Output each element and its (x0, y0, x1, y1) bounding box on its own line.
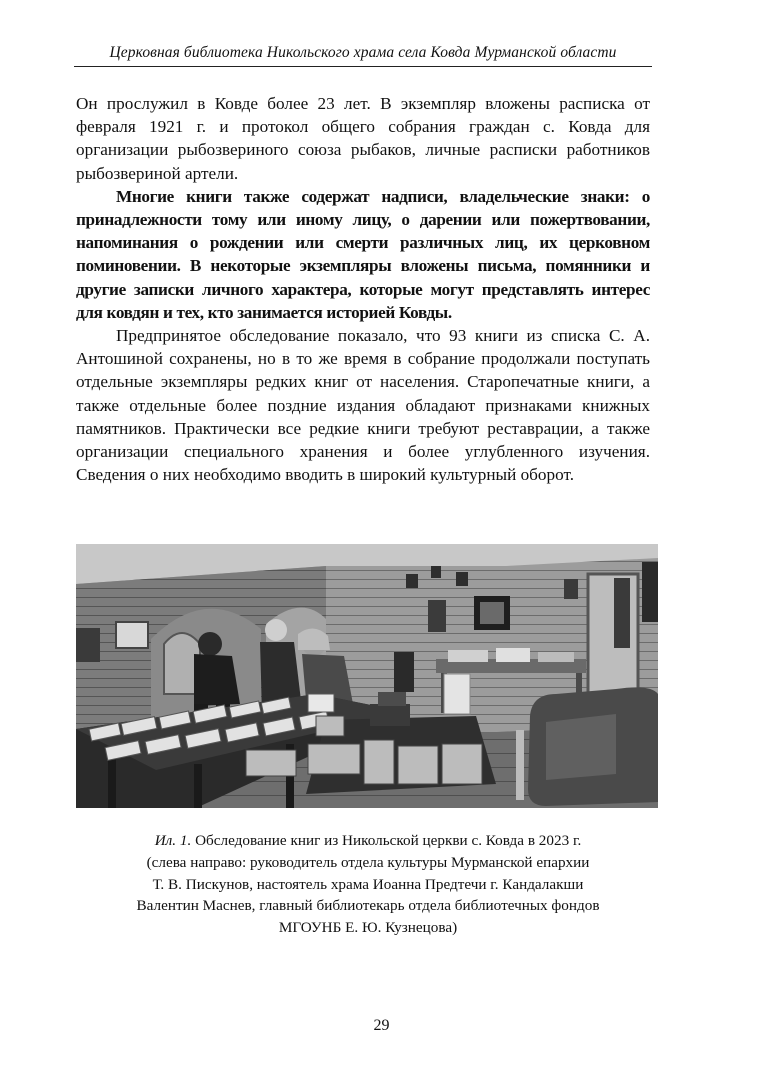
header-rule (74, 66, 652, 67)
paragraph-1: Он прослужил в Ковде более 23 лет. В экземпляр вложены расписка от февраля 1921 г. и протокол общего собрания граждан с. Ковда для организации рыбозвериного союза рыбаков, личные расписки работников рыбозвериной артели. (76, 94, 650, 183)
caption-line-1 (90, 830, 646, 852)
caption-title: Обследование книг из Никольской церкви с. Ковда в 2023 г. (191, 832, 582, 849)
caption-line-2: (слева направо: руководитель отдела культуры Мурманской епархии (146, 853, 590, 871)
page-number: 29 (373, 1017, 390, 1034)
caption-line-5: МГОУНБ Е. Ю. Кузнецова) (278, 919, 458, 937)
body-text (76, 92, 650, 486)
figure-label: Ил. 1. (154, 832, 192, 849)
paragraph-3: Предпринятое обследование показало, что 93 книги из списка С. А. Антошиной сохранены, но в то же время в собрание продолжали поступать отдельные экземпляры редких книг от населения. Старопечатные книги, а также отдельные более поздние издания обладают признаками книжных памятников. Практически все редкие книги требуют реставрации, а также организации специального хранения и более углубленного изучения. Сведения о них необходимо вводить в широкий культурный оборот. (76, 326, 650, 485)
caption-line-4: Валентин Маснев, главный библиотекарь отдела библиотечных фондов (136, 897, 600, 915)
running-header: Церковная библиотека Никольского храма села Ковда Мурманской области (109, 44, 617, 61)
caption-line-3: Т. В. Пискунов, настоятель храма Иоанна Предтечи г. Кандалакши (152, 875, 584, 893)
paragraph-2: Многие книги также содержат надписи, владельческие знаки: о принадлежности тому или иному лицу, о дарении или пожертвовании, напоминания о рождении или смерти различных лиц, их церковном поминовении. В некоторые экземпляры вложены письма, помянники и другие записки личного характера, которые могут представлять интерес для ковдян и тех, кто занимается историей Ковды. (76, 186, 650, 322)
figure-photo (76, 544, 658, 808)
figure-caption (90, 830, 646, 939)
